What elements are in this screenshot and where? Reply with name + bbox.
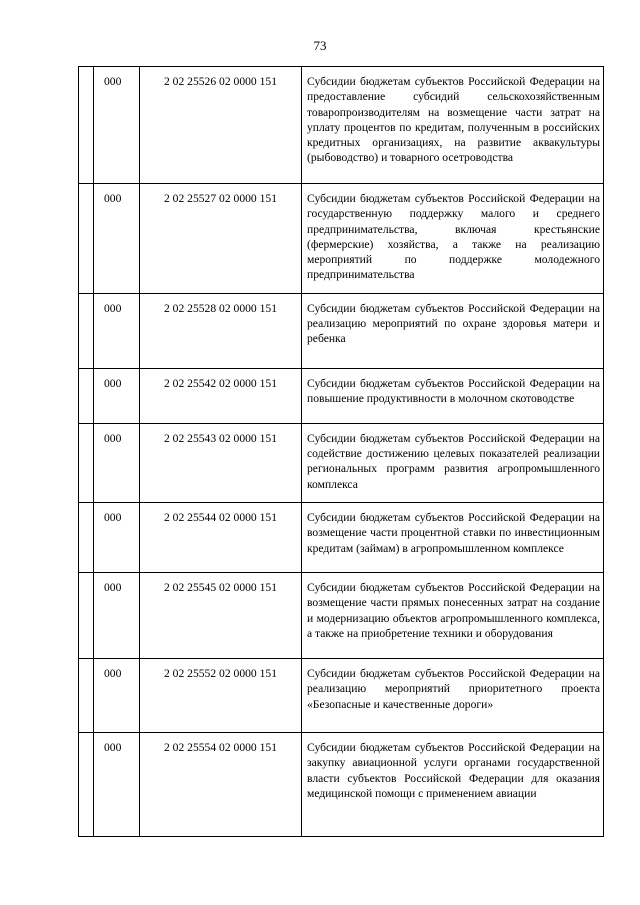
admin-code: 000 bbox=[94, 423, 140, 502]
table-row bbox=[79, 67, 604, 184]
blank-cell bbox=[79, 658, 94, 732]
admin-code: 000 bbox=[94, 67, 140, 184]
budget-code: 2 02 25542 02 0000 151 bbox=[140, 368, 302, 423]
page-number: 73 bbox=[313, 38, 327, 53]
blank-cell bbox=[79, 572, 94, 658]
description: Субсидии бюджетам субъектов Российской Федерации на содействие достижению целевых показателей реализации региональных программ развития агропромышленного комплекса bbox=[302, 423, 604, 502]
budget-code: 2 02 25528 02 0000 151 bbox=[140, 293, 302, 368]
blank-cell bbox=[79, 423, 94, 502]
budget-code: 2 02 25554 02 0000 151 bbox=[140, 732, 302, 836]
blank-cell bbox=[79, 502, 94, 572]
description: Субсидии бюджетам субъектов Российской Федерации на закупку авиационной услуги органами государственной власти субъектов Российской Федерации для оказания медицинской помощи с применением авиации bbox=[302, 732, 604, 836]
blank-cell bbox=[79, 293, 94, 368]
table-row bbox=[79, 732, 604, 836]
table-row bbox=[79, 658, 604, 732]
description: Субсидии бюджетам субъектов Российской Федерации на возмещение части процентной ставки по инвестиционным кредитам (займам) в агропромышленном комплексе bbox=[302, 502, 604, 572]
description: Субсидии бюджетам субъектов Российской Федерации на повышение продуктивности в молочном скотоводстве bbox=[302, 368, 604, 423]
budget-code: 2 02 25526 02 0000 151 bbox=[140, 67, 302, 184]
blank-cell bbox=[79, 67, 94, 184]
description: Субсидии бюджетам субъектов Российской Федерации на реализацию мероприятий по охране здоровья матери и ребенка bbox=[302, 293, 604, 368]
description: Субсидии бюджетам субъектов Российской Федерации на возмещение части прямых понесенных затрат на создание и модернизацию объектов агропромышленного комплекса, а также на приобретение техники и оборудования bbox=[302, 572, 604, 658]
admin-code: 000 bbox=[94, 293, 140, 368]
budget-code: 2 02 25527 02 0000 151 bbox=[140, 184, 302, 294]
admin-code: 000 bbox=[94, 658, 140, 732]
description: Субсидии бюджетам субъектов Российской Федерации на реализацию мероприятий приоритетного проекта «Безопасные и качественные дороги» bbox=[302, 658, 604, 732]
table-row bbox=[79, 572, 604, 658]
description: Субсидии бюджетам субъектов Российской Федерации на государственную поддержку малого и среднего предпринимательства, включая крестьянские (фермерские) хозяйства, а также на реализацию мероприятий по поддержке молодежного предпринимательства bbox=[302, 184, 604, 294]
budget-code: 2 02 25543 02 0000 151 bbox=[140, 423, 302, 502]
budget-table bbox=[78, 66, 604, 837]
description: Субсидии бюджетам субъектов Российской Федерации на предоставление субсидий сельскохозяйственным товаропроизводителям на возмещение части затрат на уплату процентов по кредитам, полученным в российских кредитных организациях, на развитие аквакультуры (рыбоводство) и товарного осетроводства bbox=[302, 67, 604, 184]
table-row bbox=[79, 293, 604, 368]
table-row bbox=[79, 184, 604, 294]
table-row bbox=[79, 502, 604, 572]
table-row bbox=[79, 423, 604, 502]
budget-code: 2 02 25545 02 0000 151 bbox=[140, 572, 302, 658]
admin-code: 000 bbox=[94, 502, 140, 572]
blank-cell bbox=[79, 368, 94, 423]
budget-code: 2 02 25544 02 0000 151 bbox=[140, 502, 302, 572]
admin-code: 000 bbox=[94, 368, 140, 423]
admin-code: 000 bbox=[94, 572, 140, 658]
blank-cell bbox=[79, 732, 94, 836]
admin-code: 000 bbox=[94, 184, 140, 294]
budget-code: 2 02 25552 02 0000 151 bbox=[140, 658, 302, 732]
admin-code: 000 bbox=[94, 732, 140, 836]
table-row bbox=[79, 368, 604, 423]
blank-cell bbox=[79, 184, 94, 294]
